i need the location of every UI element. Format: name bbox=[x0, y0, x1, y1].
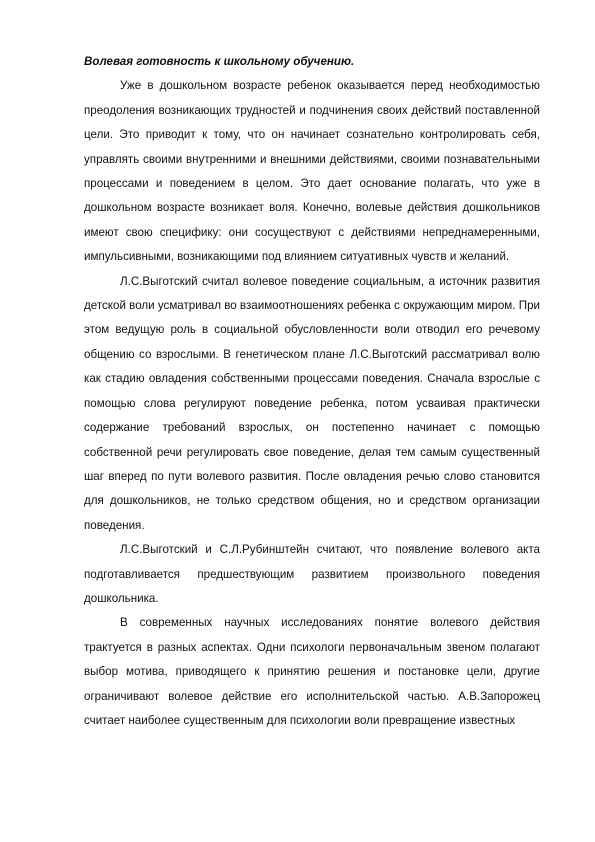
paragraph-2: Л.С.Выготский считал волевое поведение социальным, а источник развития детской воли усматривал во взаимоотношениях ребенка с окружающим миром. При этом ведущую роль в социальной обусловленности воли отводил его речевому общению со взрослыми. В генетическом плане Л.С.Выготский рассматривал волю как стадию овладения собственными процессами поведения. Сначала взрослые с помощью слова регулируют поведение ребенка, потом усваивая практически содержание требований взрослых, он постепенно начинает с помощью собственной речи регулировать свое поведение, делая тем самым существенный шаг вперед по пути волевого развития. После овладения речью слово становится для дошкольников, не только средством общения, но и средством организации поведения. bbox=[84, 274, 540, 532]
paragraph-1: Уже в дошкольном возрасте ребенок оказывается перед необходимостью преодоления возникающих трудностей и подчинения своих действий поставленной цели. Это приводит к тому, что он начинает сознательно контролировать себя, управлять своими внутренними и внешними действиями, своими познавательными процессами и поведением в целом. Это дает основание полагать, что уже в дошкольном возрасте возникает воля. Конечно, волевые действия дошкольников имеют свою специфику: они сосуществуют с действиями непреднамеренными, импульсивными, возникающими под влиянием ситуативных чувств и желаний. bbox=[84, 79, 540, 264]
document-body bbox=[84, 50, 540, 733]
paragraph-4: В современных научных исследованиях понятие волевого действия трактуется в разных аспектах. Одни психологи первоначальным звеном полагают выбор мотива, приводящего к принятию решения и постановке цели, другие ограничивают волевое действие его исполнительской частью. А.В.Запорожец считает наиболее существенным для психологии воли превращение известных bbox=[84, 616, 540, 727]
paragraph-3: Л.С.Выготский и С.Л.Рубинштейн считают, что появление волевого акта подготавливается предшествующим развитием произвольного поведения дошкольника. bbox=[84, 543, 540, 605]
document-title: Волевая готовность к школьному обучению. bbox=[84, 55, 355, 68]
